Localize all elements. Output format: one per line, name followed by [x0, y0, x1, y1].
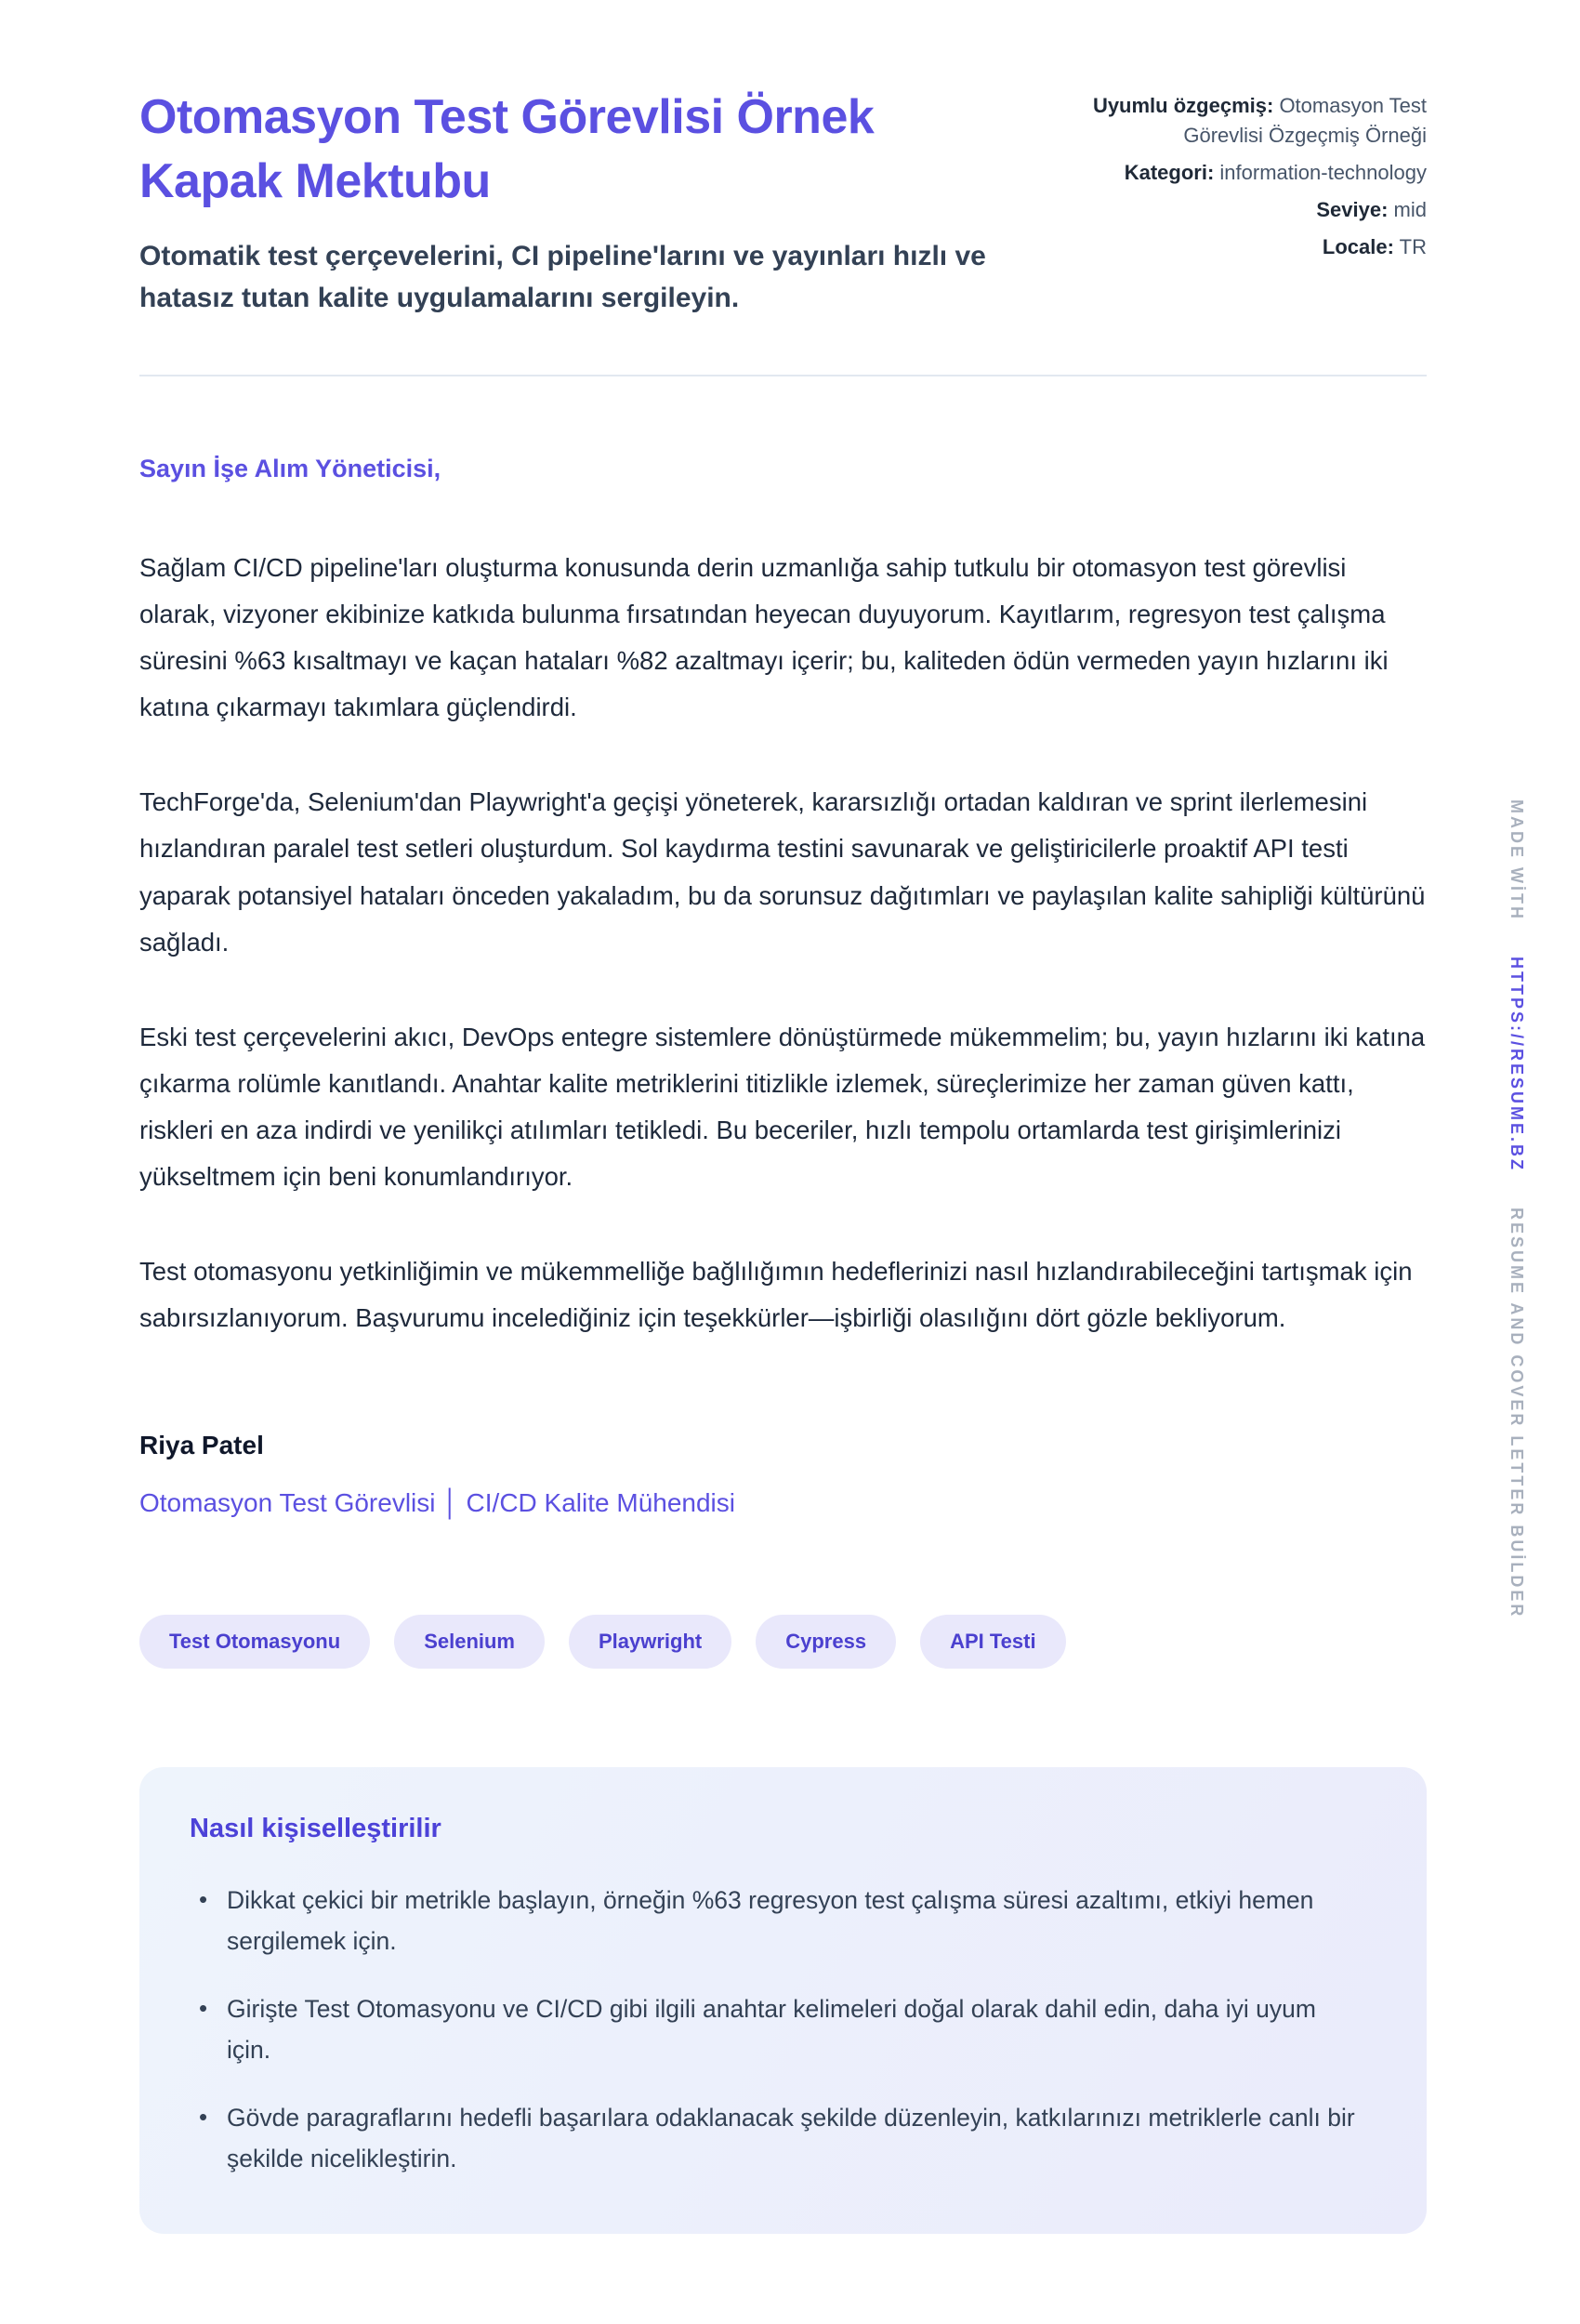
- page-subtitle: Otomatik test çerçevelerini, CI pipeline'larını ve yayınları hızlı ve hatasız tutan kalite uygulamalarını sergileyin.: [139, 241, 986, 314]
- skill-tags: [139, 1615, 1427, 1669]
- signature-name: Riya Patel: [139, 1430, 264, 1459]
- salutation: Sayın İşe Alım Yöneticisi,: [139, 455, 441, 483]
- header: [139, 86, 1427, 319]
- header-divider: [139, 375, 1427, 376]
- cover-letter-body: [139, 455, 1427, 1518]
- meta-row-category: [1073, 158, 1427, 188]
- watermark-suffix: RESUME AND COVER LETTER BUİLDER: [1508, 1208, 1526, 1619]
- meta-label: Uyumlu özgeçmiş:: [1092, 94, 1274, 117]
- resume-bz-link[interactable]: HTTPS://RESUME.BZ: [1508, 957, 1526, 1173]
- meta-value: mid: [1393, 197, 1427, 221]
- meta-label: Kategori:: [1124, 160, 1215, 184]
- watermark-prefix: MADE WİTH: [1508, 799, 1526, 921]
- meta-value: TR: [1399, 234, 1427, 258]
- document-meta: [1073, 86, 1427, 269]
- meta-value: information-technology: [1219, 160, 1427, 184]
- letter-paragraph: TechForge'da, Selenium'dan Playwright'a geçişi yöneterek, kararsızlığı ortadan kaldıran ve sprint ilerlemesini hızlandıran paralel test setleri oluşturdum. Sol kaydırma testini savunarak ve geliştiricilerle proaktif API testi yaparak potansiyel hataları önceden yakaladım, bu da sorunsuz dağıtımları ve paylaşılan kalite sahipliği kültürünü sağladı.: [139, 787, 1426, 957]
- tip-item: • Gövde paragraflarını hedefli başarılara odaklanacak şekilde düzenleyin, katkılarınızı metriklerle canlı bir şekilde nicelikleştirin.: [190, 2097, 1361, 2180]
- tag-chip-cypress: Cypress: [756, 1615, 896, 1669]
- letter-paragraph: Test otomasyonu yetkinliğimin ve mükemmelliğe bağlılığımın hedeflerinizi nasıl hızlandırabileceğini tartışmak için sabırsızlanıyorum. Başvurumu incelediğiniz için teşekkürler—işbirliği olasılığını dört gözle bekliyorum.: [139, 1256, 1413, 1332]
- header-title-block: [139, 86, 1036, 319]
- tag-chip-test-automation: Test Otomasyonu: [139, 1615, 370, 1669]
- meta-row-matching-resume: [1073, 91, 1427, 151]
- meta-label: Locale:: [1322, 234, 1394, 258]
- signature-role: Otomasyon Test Görevlisi │ CI/CD Kalite Mühendisi: [139, 1487, 735, 1517]
- meta-label: Seviye:: [1316, 197, 1389, 221]
- tip-item: • Girişte Test Otomasyonu ve CI/CD gibi ilgili anahtar kelimeleri doğal olarak dahil edin, daha iyi uyum için.: [190, 1988, 1361, 2071]
- made-with-watermark: [1507, 799, 1526, 1618]
- meta-row-level: [1073, 195, 1427, 225]
- tip-item: • Dikkat çekici bir metrikle başlayın, örneğin %63 regresyon test çalışma süresi azaltımı, etkiyi hemen sergilemek için.: [190, 1880, 1361, 1962]
- tag-chip-playwright: Playwright: [569, 1615, 731, 1669]
- tag-chip-api-testing: API Testi: [920, 1615, 1066, 1669]
- page-title: Otomasyon Test Görevlisi Örnek Kapak Mektubu: [139, 90, 875, 208]
- meta-row-locale: [1073, 232, 1427, 262]
- tips-title: Nasıl kişiselleştirilir: [190, 1813, 441, 1843]
- letter-paragraph: Eski test çerçevelerini akıcı, DevOps entegre sistemlere dönüştürmede mükemmelim; bu, yayın hızlarını iki katına çıkarma rolümle kanıtlandı. Anahtar kalite metriklerini titizlikle izlemek, süreçlerimize her zaman güven kattı, riskleri en aza indirdi ve yenilikçi atılımları tetikledi. Bu beceriler, hızlı tempolu ortamlarda test girişimlerinizi yükseltmem için beni konumlandırıyor.: [139, 1022, 1426, 1191]
- meta-value: Otomasyon Test Görevlisi Özgeçmiş Örneği: [1183, 94, 1427, 147]
- tips-list: [190, 1880, 1376, 2180]
- tag-chip-selenium: Selenium: [394, 1615, 545, 1669]
- personalization-tips-card: [139, 1767, 1427, 2234]
- letter-paragraph: Sağlam CI/CD pipeline'ları oluşturma konusunda derin uzmanlığa sahip tutkulu bir otomasyon test görevlisi olarak, vizyoner ekibinize katkıda bulunma fırsatından heyecan duyuyorum. Kayıtlarım, regresyon test çalışma süresini %63 kısaltmayı ve kaçan hataları %82 azaltmayı içerir; bu, kaliteden ödün vermeden yayın hızlarını iki katına çıkarmayı takımlara güçlendirdi.: [139, 553, 1389, 722]
